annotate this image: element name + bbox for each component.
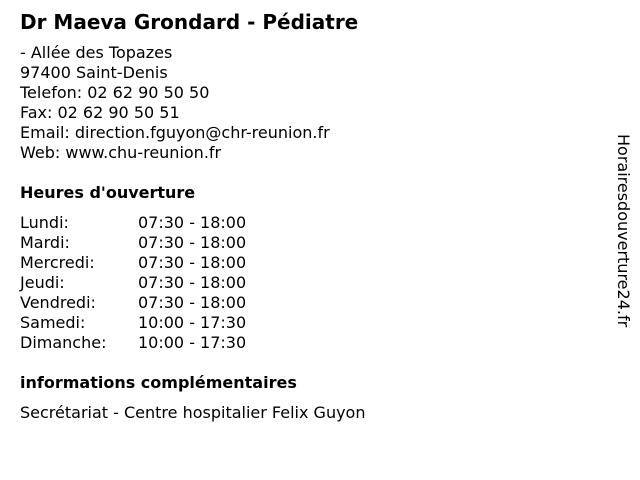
fax-number: Fax: 02 62 90 50 51 <box>20 103 180 122</box>
address-street: - Allée des Topazes <box>20 43 173 62</box>
hours-day: Mercredi: <box>20 253 95 272</box>
email-address: Email: direction.fguyon@chr-reunion.fr <box>20 123 330 142</box>
hours-row <box>20 273 246 293</box>
hours-row <box>20 313 246 333</box>
site-watermark: Horairesdouverture24.fr <box>614 134 633 328</box>
additional-info-text: Secrétariat - Centre hospitalier Felix Guyon <box>20 403 366 422</box>
hours-row <box>20 333 246 353</box>
hours-day: Lundi: <box>20 213 69 232</box>
address-block <box>20 43 330 163</box>
phone-number: Telefon: 02 62 90 50 50 <box>20 83 210 102</box>
hours-time: 07:30 - 18:00 <box>138 253 247 272</box>
hours-day: Jeudi: <box>20 273 65 292</box>
hours-day: Vendredi: <box>20 293 96 312</box>
hours-day: Samedi: <box>20 313 86 332</box>
hours-row <box>20 233 246 253</box>
hours-day: Mardi: <box>20 233 70 252</box>
hours-row <box>20 253 246 273</box>
website-url: Web: www.chu-reunion.fr <box>20 143 222 162</box>
hours-day: Dimanche: <box>20 333 107 352</box>
opening-hours-heading: Heures d'ouverture <box>20 183 196 202</box>
address-city: 97400 Saint-Denis <box>20 63 168 82</box>
hours-time: 10:00 - 17:30 <box>138 313 247 332</box>
hours-row <box>20 293 246 313</box>
hours-time: 07:30 - 18:00 <box>138 273 247 292</box>
hours-time: 07:30 - 18:00 <box>138 293 247 312</box>
hours-time: 07:30 - 18:00 <box>138 213 247 232</box>
hours-time: 07:30 - 18:00 <box>138 233 247 252</box>
page-title: Dr Maeva Grondard - Pédiatre <box>20 10 359 34</box>
opening-hours-table <box>20 213 246 353</box>
hours-time: 10:00 - 17:30 <box>138 333 247 352</box>
additional-info-heading: informations complémentaires <box>20 373 297 392</box>
hours-row <box>20 213 246 233</box>
